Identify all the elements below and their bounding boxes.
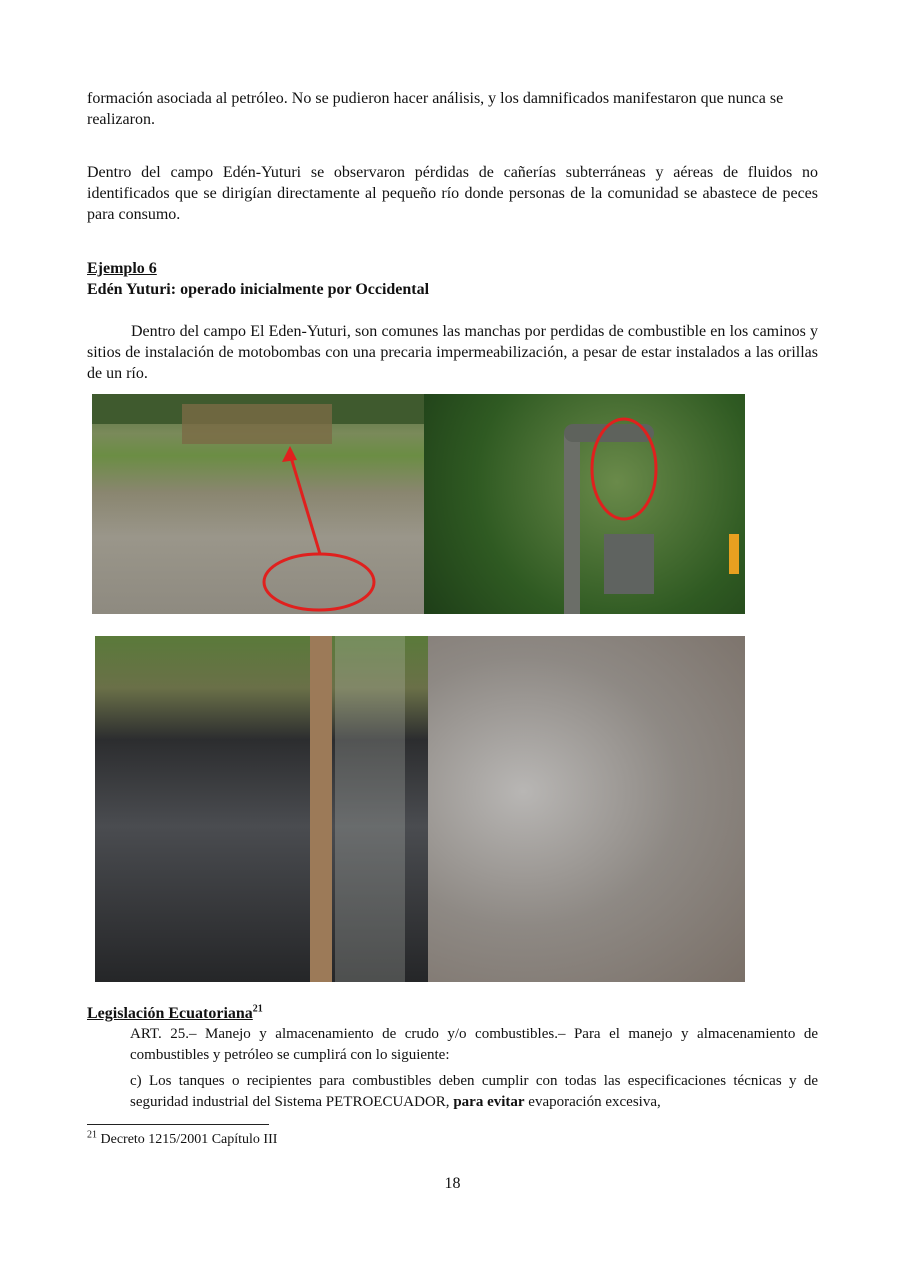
- footnote-number: 21: [87, 1129, 97, 1141]
- red-arrow-circle-annotation: [92, 394, 424, 614]
- paragraph-continuation: formación asociada al petróleo. No se pudieron hacer análisis, y los damnificados manifestaron que nunca se realizaron.: [87, 90, 784, 128]
- footnote-text: Decreto 1215/2001 Capítulo III: [100, 1132, 278, 1147]
- paragraph-pipeline-losses: Dentro del campo Edén-Yuturi se observaron pérdidas de cañerías subterráneas y aéreas de fluidos no identificados que se dirigían directamente al pequeño río donde personas de la comunidad se abastece de peces para consumo.: [87, 164, 818, 223]
- photo-road-spill: [92, 394, 424, 614]
- article-25: ART. 25.– Manejo y almacenamiento de crudo y/o combustibles.– Para el manejo y almacenamiento de combustibles y petróleo se cumplirá con lo siguiente:: [130, 1026, 818, 1063]
- article-item-c: [130, 1071, 818, 1113]
- item-c-bold: para evitar: [453, 1094, 525, 1110]
- example-heading: Ejemplo 6: [87, 260, 157, 277]
- footnote-divider: [87, 1124, 269, 1125]
- footnote: [87, 1129, 278, 1148]
- pole-and-fence: [95, 636, 428, 982]
- item-c-end: evaporación excesiva,: [524, 1094, 661, 1110]
- page-number: 18: [444, 1175, 461, 1192]
- legislation-heading-text: Legislación Ecuatoriana: [87, 1005, 253, 1022]
- photo-pond-liner: [95, 636, 428, 982]
- photo-valve: [424, 394, 745, 614]
- item-c-text: c) Los tanques o recipientes para combustibles deben cumplir con todas las especificaciones técnicas y de seguridad industrial del Sistema PETROECUADOR,: [130, 1073, 818, 1110]
- photo-gravel-stain: [428, 636, 745, 982]
- valve-circle-annotation: [424, 394, 745, 614]
- legislation-heading: [87, 1003, 263, 1024]
- example-body: Dentro del campo El Eden-Yuturi, son comunes las manchas por perdidas de combustible en los caminos y sitios de instalación de motobombas con una precaria impermeabilización, a pesar de estar instalados a las orillas de un río.: [87, 323, 818, 382]
- example-subheading: Edén Yuturi: operado inicialmente por Occidental: [87, 281, 430, 298]
- footnote-reference: 21: [252, 1003, 263, 1015]
